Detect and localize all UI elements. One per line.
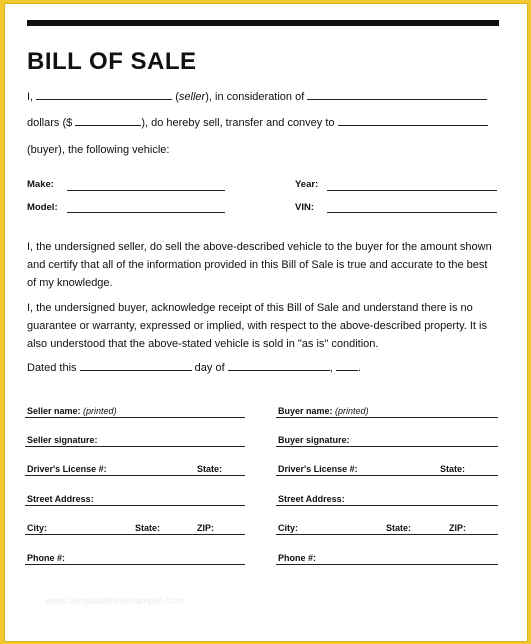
- model-label: Model:: [27, 202, 58, 213]
- seller-phone-label: Phone #:: [27, 553, 66, 563]
- dollars-line: dollars ($ ), do hereby sell, transfer and convey to: [27, 114, 488, 132]
- buyer-name-blank[interactable]: [338, 114, 488, 126]
- seller-line: I, (seller), in consideration of: [27, 88, 487, 106]
- buyer-street-label: Street Address:: [278, 494, 345, 504]
- year-label: Year:: [295, 179, 319, 190]
- seller-license-label: Driver's License #:: [27, 464, 107, 474]
- make-label: Make:: [27, 179, 54, 190]
- month-blank[interactable]: [228, 359, 330, 371]
- seller-street-label: Street Address:: [27, 494, 94, 504]
- vin-field[interactable]: [327, 212, 497, 213]
- buyer-signature-field[interactable]: [276, 446, 498, 447]
- buyer-city-label: City:: [278, 523, 298, 533]
- seller-license-state-label: State:: [197, 464, 223, 474]
- seller-city-field[interactable]: [25, 534, 245, 535]
- buyer-line: (buyer), the following vehicle:: [27, 144, 170, 156]
- seller-zip-label: ZIP:: [197, 523, 214, 533]
- buyer-license-state-label: State:: [440, 464, 466, 474]
- buyer-acknowledgement-paragraph: I, the undersigned buyer, acknowledge receipt of this Bill of Sale and understand there is no guarantee or warranty, expressed or implied, with respect to the above-described property. It is also understood that the above-stated vehicle is sold in "as is" condition.: [27, 302, 487, 350]
- vin-label: VIN:: [295, 202, 314, 213]
- consideration-blank[interactable]: [307, 88, 487, 100]
- seller-line-prefix: I,: [27, 91, 34, 103]
- seller-phone-field[interactable]: [25, 564, 245, 565]
- seller-license-field[interactable]: [25, 475, 245, 476]
- buyer-license-field[interactable]: [276, 475, 498, 476]
- buyer-zip-label: ZIP:: [449, 523, 466, 533]
- year-blank[interactable]: [336, 359, 358, 371]
- buyer-phone-label: Phone #:: [278, 553, 317, 563]
- year-field[interactable]: [327, 190, 497, 191]
- buyer-city-state-label: State:: [386, 523, 412, 533]
- seller-name-field[interactable]: [25, 417, 245, 418]
- seller-signature-label: Seller signature:: [27, 435, 98, 445]
- day-blank[interactable]: [80, 359, 192, 371]
- seller-label: seller: [178, 91, 206, 103]
- seller-certification-paragraph: I, the undersigned seller, do sell the above-described vehicle to the buyer for the amount shown and certify that all of the information provided in this Bill of Sale is true and accurate to the best of my knowledge.: [27, 241, 492, 289]
- seller-signature-field[interactable]: [25, 446, 245, 447]
- seller-name-label: Seller name: (printed): [27, 406, 117, 416]
- make-field[interactable]: [67, 190, 225, 191]
- seller-street-field[interactable]: [25, 505, 245, 506]
- document-page: [4, 3, 528, 642]
- buyer-city-field[interactable]: [276, 534, 498, 535]
- buyer-phone-field[interactable]: [276, 564, 498, 565]
- header-rule: [27, 20, 499, 26]
- buyer-street-field[interactable]: [276, 505, 498, 506]
- seller-name-blank[interactable]: [36, 88, 172, 100]
- buyer-name-label: Buyer name: (printed): [278, 406, 369, 416]
- page-title: BILL OF SALE: [27, 48, 197, 75]
- buyer-name-field[interactable]: [276, 417, 498, 418]
- model-field[interactable]: [67, 212, 225, 213]
- watermark: www.templatefreeexample.com: [45, 596, 184, 607]
- seller-city-state-label: State:: [135, 523, 161, 533]
- buyer-license-label: Driver's License #:: [278, 464, 358, 474]
- seller-city-label: City:: [27, 523, 47, 533]
- dollars-amount-blank[interactable]: [75, 114, 141, 126]
- dated-line: Dated this day of , .: [27, 359, 361, 377]
- buyer-signature-label: Buyer signature:: [278, 435, 350, 445]
